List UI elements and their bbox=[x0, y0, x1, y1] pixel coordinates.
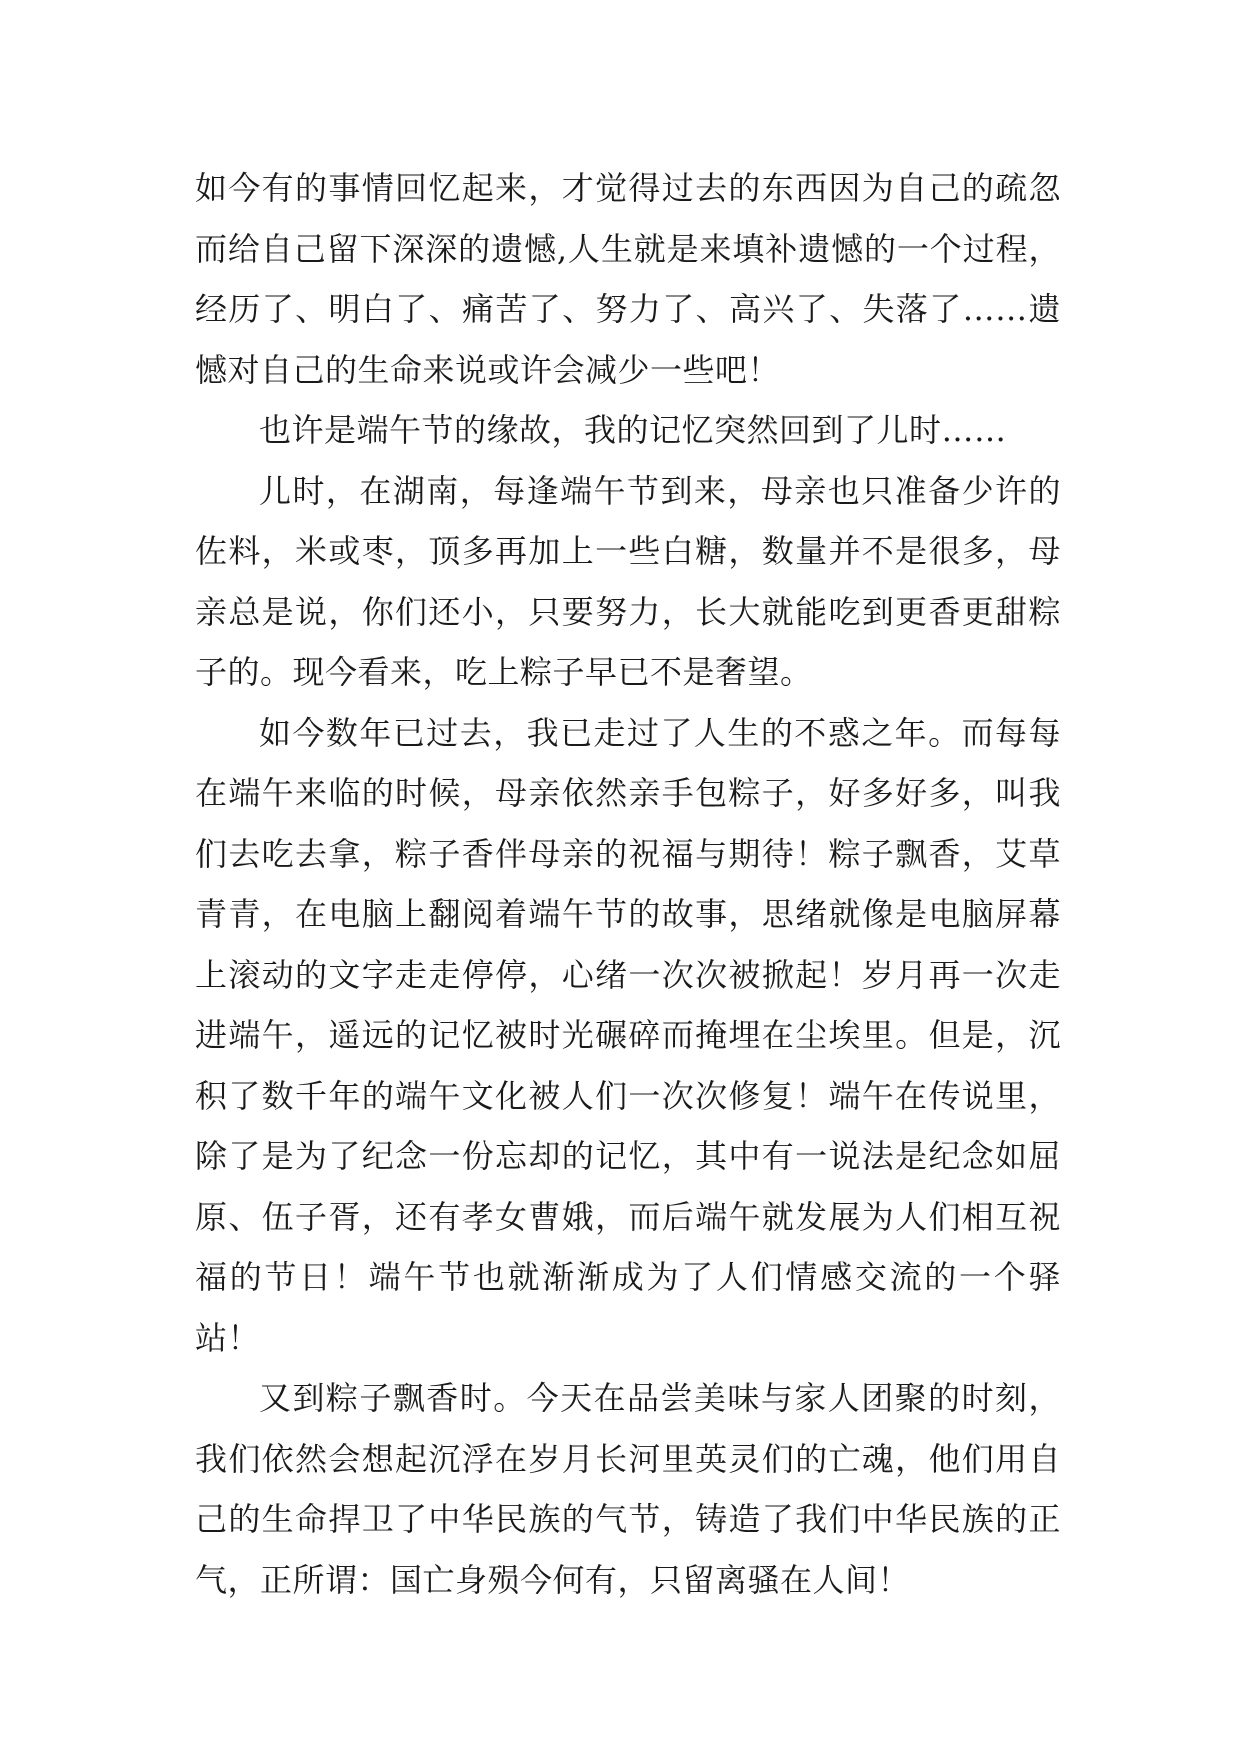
text-line: 经历了、明白了、痛苦了、努力了、高兴了、失落了……遗 bbox=[195, 290, 1061, 328]
text-line: 佐料，米或枣，顶多再加上一些白糖，数量并不是很多，母 bbox=[195, 532, 1061, 570]
text-line: 福的节日！端午节也就渐渐成为了人们情感交流的一个驿 bbox=[195, 1258, 1061, 1296]
text-line: 己的生命捍卫了中华民族的气节，铸造了我们中华民族的正 bbox=[195, 1500, 1061, 1538]
text-line: 子的。现今看来，吃上粽子早已不是奢望。 bbox=[195, 653, 813, 691]
text-line: 在端午来临的时候，母亲依然亲手包粽子，好多好多，叫我 bbox=[195, 774, 1061, 812]
text-line: 青青，在电脑上翻阅着端午节的故事，思绪就像是电脑屏幕 bbox=[195, 895, 1061, 933]
text-line: 进端午，遥远的记忆被时光碾碎而掩埋在尘埃里。但是，沉 bbox=[195, 1016, 1061, 1054]
text-line: 我们依然会想起沉浮在岁月长河里英灵们的亡魂，他们用自 bbox=[195, 1439, 1061, 1478]
text-line: 亲总是说，你们还小，只要努力，长大就能吃到更香更甜粽 bbox=[195, 592, 1061, 631]
text-line: 而给自己留下深深的遗憾,人生就是来填补遗憾的一个过程， bbox=[195, 229, 1061, 268]
text-line: 站！ bbox=[195, 1318, 261, 1357]
paragraph-first-line: 儿时，在湖南，每逢端午节到来，母亲也只准备少许的 bbox=[259, 471, 1061, 510]
document-body bbox=[195, 158, 1061, 1610]
text-line: 积了数千年的端午文化被人们一次次修复！端午在传说里， bbox=[195, 1076, 1061, 1115]
text-line: 气，正所谓：国亡身殒今何有，只留离骚在人间！ bbox=[195, 1560, 911, 1599]
text-line: 们去吃去拿，粽子香伴母亲的祝福与期待！粽子飘香，艾草 bbox=[195, 834, 1061, 873]
text-line: 原、伍子胥，还有孝女曹娥，而后端午就发展为人们相互祝 bbox=[195, 1197, 1061, 1236]
paragraph-first-line: 如今数年已过去，我已走过了人生的不惑之年。而每每 bbox=[259, 713, 1061, 752]
paragraph-first-line: 又到粽子飘香时。今天在品尝美味与家人团聚的时刻， bbox=[259, 1379, 1061, 1417]
text-line: 上滚动的文字走走停停，心绪一次次被掀起！岁月再一次走 bbox=[195, 955, 1061, 994]
paragraph-first-line: 也许是端午节的缘故，我的记忆突然回到了儿时…… bbox=[259, 411, 1007, 449]
text-line: 除了是为了纪念一份忘却的记忆，其中有一说法是纪念如屈 bbox=[195, 1137, 1061, 1175]
text-line: 如今有的事情回忆起来，才觉得过去的东西因为自己的疏忽 bbox=[195, 169, 1061, 207]
text-line: 憾对自己的生命来说或许会减少一些吧！ bbox=[195, 350, 781, 389]
